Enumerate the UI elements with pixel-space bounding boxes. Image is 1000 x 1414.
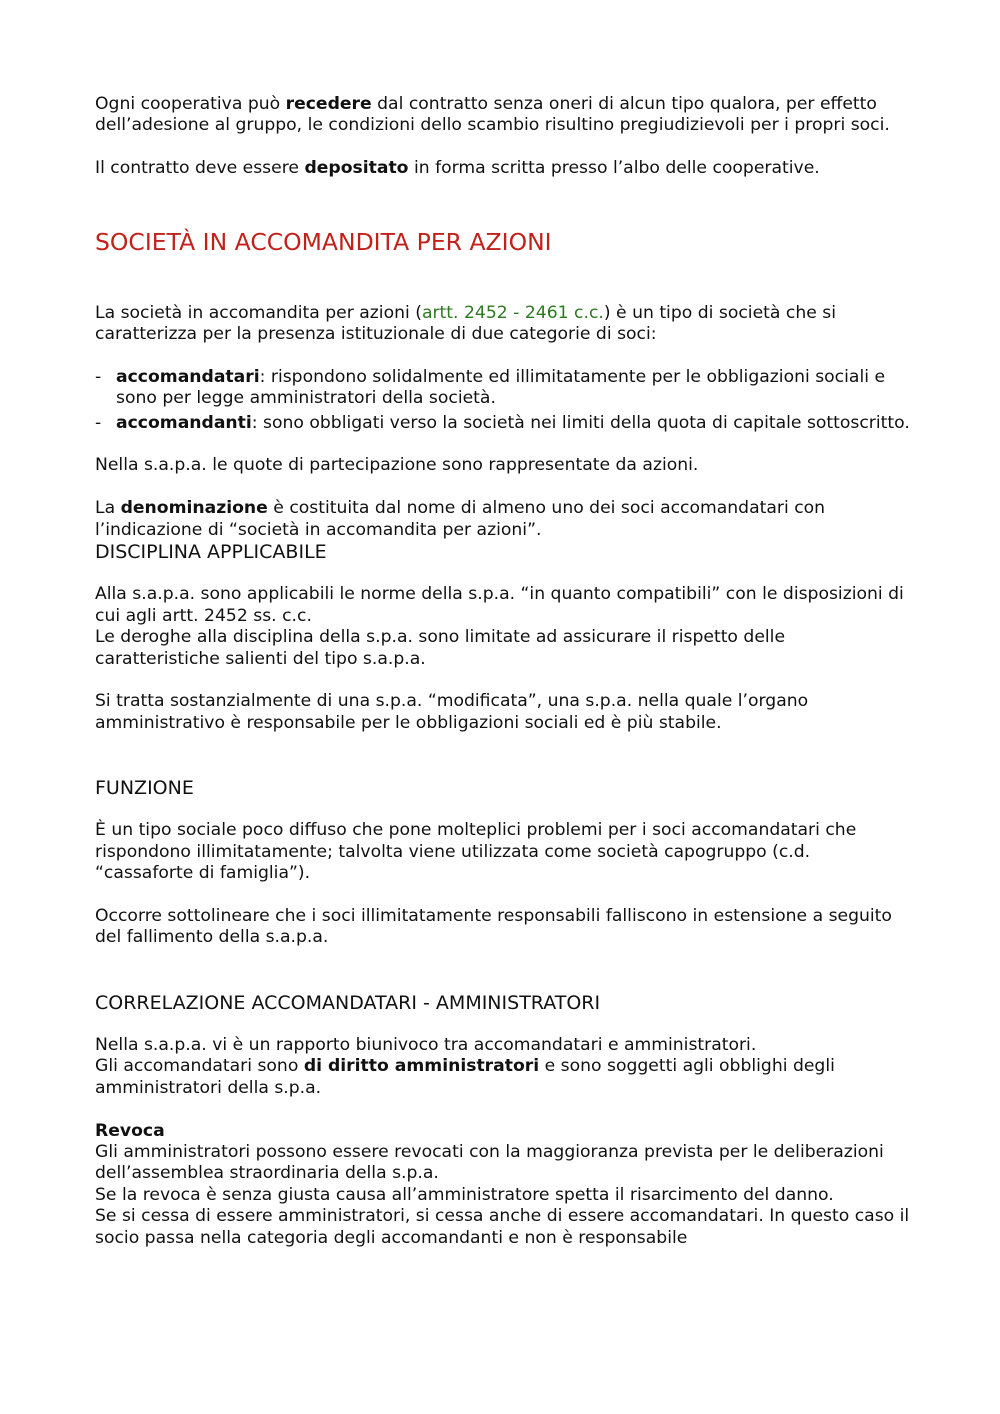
bold-term: depositato	[304, 158, 409, 179]
list-item: - accomandanti: sono obbligati verso la società nei limiti della quota di capitale sottoscritto.	[95, 413, 910, 434]
section-title-disciplina: DISCIPLINA APPLICABILE	[95, 541, 327, 564]
paragraph-denominazione: La denominazione è costituita dal nome di almeno uno dei soci accomandatari con l’indicazione di “società in accomandita per azioni”.	[95, 498, 826, 540]
bold-term: di diritto amministratori	[303, 1056, 540, 1077]
paragraph-sapa-definition: La società in accomandita per azioni (artt. 2452 - 2461 c.c.) è un tipo di società che si caratterizza per la presenza istituzionale di due categorie di soci:	[95, 302, 836, 345]
paragraph-disciplina-3: Si tratta sostanzialmente di una s.p.a. “modificata”, una s.p.a. nella quale l’organo amministrativo è responsabile per le obbligazioni sociali ed è più stabile.	[95, 691, 809, 733]
paragraph-quote: Nella s.a.p.a. le quote di partecipazione sono rappresentate da azioni.	[95, 455, 699, 476]
paragraph-funzione-2: Occorre sottolineare che i soci illimitatamente responsabili falliscono in estensione a seguito del fallimento della s.a.p.a.	[95, 906, 892, 948]
paragraph-disciplina-2: Le deroghe alla disciplina della s.p.a. sono limitate ad assicurare il rispetto delle caratteristiche salienti del tipo s.a.p.a.	[95, 627, 786, 669]
paragraph-recesso: Ogni cooperativa può recedere dal contratto senza oneri di alcun tipo qualora, per effetto dell’adesione al gruppo, le condizioni dello scambio risultino pregiudizievoli per i propri soci.	[95, 94, 890, 136]
paragraph-disciplina-1: Alla s.a.p.a. sono applicabili le norme della s.p.a. “in quanto compatibili” con le disposizioni di cui agli artt. 2452 ss. c.c.	[95, 584, 904, 626]
paragraph-revoca-1: Gli amministratori possono essere revocati con la maggioranza prevista per le deliberazioni dell’assemblea straordinaria della s.p.a.	[95, 1142, 884, 1184]
subheading-revoca: Revoca	[95, 1120, 165, 1141]
section-title-correlazione: CORRELAZIONE ACCOMANDATARI - AMMINISTRATORI	[95, 991, 601, 1014]
paragraph-correlazione-2: Gli accomandatari sono di diritto amministratori e sono soggetti agli obblighi degli amministratori della s.p.a.	[95, 1056, 835, 1098]
paragraph-revoca-3: Se si cessa di essere amministratori, si cessa anche di essere accomandatari. In questo caso il socio passa nella categoria degli accomandanti e non è responsabile	[95, 1206, 910, 1248]
bold-term: denominazione	[120, 498, 268, 519]
soci-categories-list	[95, 367, 910, 434]
document-body	[95, 94, 910, 1249]
paragraph-correlazione-1: Nella s.a.p.a. vi è un rapporto biunivoco tra accomandatari e amministratori.	[95, 1035, 757, 1056]
section-title-sapa: SOCIETÀ IN ACCOMANDITA PER AZIONI	[95, 227, 552, 256]
paragraph-deposito: Il contratto deve essere depositato in forma scritta presso l’albo delle cooperative.	[95, 158, 820, 179]
bold-term: recedere	[285, 94, 372, 114]
section-title-funzione: FUNZIONE	[95, 777, 194, 800]
paragraph-revoca-2: Se la revoca è senza giusta causa all’amministratore spetta il risarcimento del danno.	[95, 1184, 834, 1205]
list-item: - accomandatari: rispondono solidalmente ed illimitatamente per le obbligazioni sociali e sono per legge amministratori della società.	[95, 367, 910, 410]
paragraph-funzione-1: È un tipo sociale poco diffuso che pone molteplici problemi per i soci accomandatari che rispondono illimitatamente; talvolta viene utilizzata come società capogruppo (c.d. “cassaforte di famiglia”).	[95, 820, 857, 884]
law-reference-link[interactable]: artt. 2452 - 2461 c.c.	[421, 302, 604, 323]
